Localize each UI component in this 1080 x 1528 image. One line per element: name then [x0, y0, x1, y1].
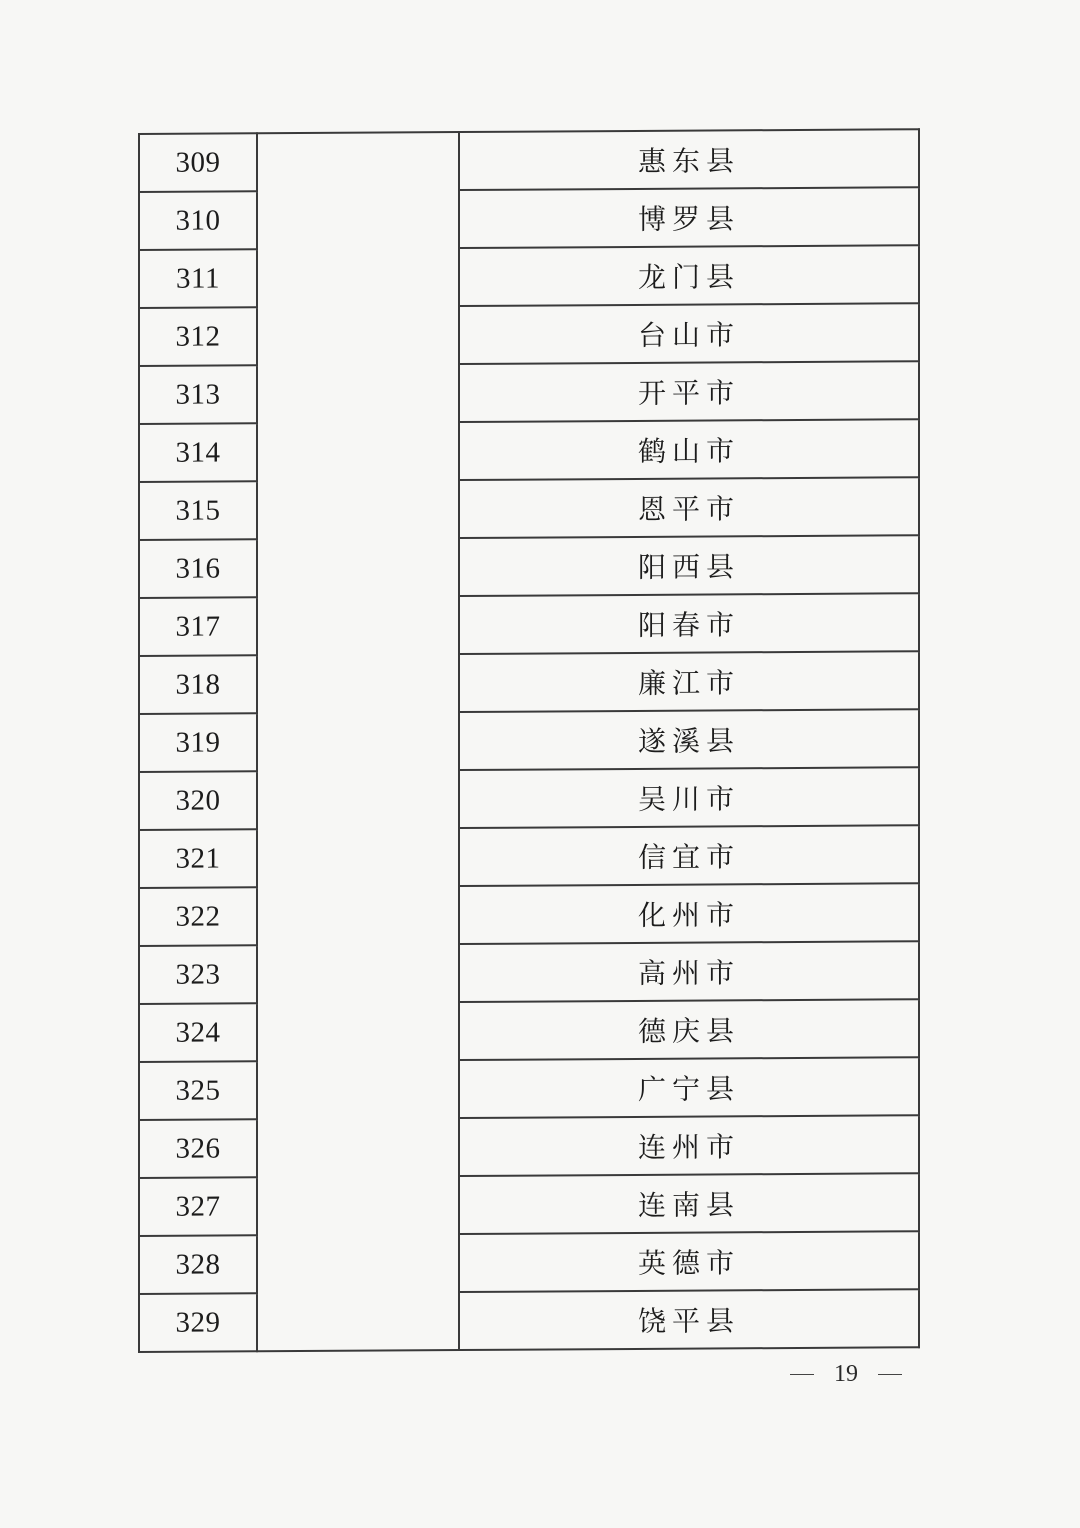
empty-middle-cell	[257, 1234, 459, 1293]
empty-middle-cell	[257, 1118, 459, 1177]
table-row	[139, 245, 919, 308]
table-row	[139, 941, 919, 1004]
county-name-cell: 高州市	[459, 941, 919, 1002]
row-number-cell: 328	[139, 1235, 257, 1294]
county-name-cell: 化州市	[459, 883, 919, 944]
county-name-cell: 博罗县	[459, 187, 919, 248]
table-row	[139, 535, 919, 598]
empty-middle-cell	[257, 538, 459, 597]
table-container	[138, 128, 920, 1339]
empty-middle-cell	[257, 770, 459, 829]
empty-middle-cell	[257, 132, 459, 191]
county-name-cell: 广宁县	[459, 1057, 919, 1118]
empty-middle-cell	[257, 944, 459, 1003]
empty-middle-cell	[257, 248, 459, 307]
county-name-cell: 惠东县	[459, 129, 919, 190]
empty-middle-cell	[257, 1002, 459, 1061]
row-number-cell: 320	[139, 771, 257, 830]
row-number-cell: 310	[139, 191, 257, 250]
empty-middle-cell	[257, 596, 459, 655]
table-body	[139, 129, 919, 1352]
table-row	[139, 709, 919, 772]
county-name-cell: 阳春市	[459, 593, 919, 654]
page-number: 19	[834, 1360, 858, 1387]
county-name-cell: 饶平县	[459, 1289, 919, 1350]
page-footer	[790, 1358, 902, 1390]
table-row	[139, 129, 919, 192]
table-row	[139, 303, 919, 366]
empty-middle-cell	[257, 480, 459, 539]
table-row	[139, 825, 919, 888]
row-number-cell: 323	[139, 945, 257, 1004]
row-number-cell: 312	[139, 307, 257, 366]
row-number-cell: 325	[139, 1061, 257, 1120]
empty-middle-cell	[257, 886, 459, 945]
dash-left	[790, 1374, 814, 1375]
row-number-cell: 319	[139, 713, 257, 772]
county-name-cell: 阳西县	[459, 535, 919, 596]
empty-middle-cell	[257, 654, 459, 713]
row-number-cell: 309	[139, 133, 257, 192]
table-row	[139, 477, 919, 540]
row-number-cell: 329	[139, 1293, 257, 1352]
row-number-cell: 311	[139, 249, 257, 308]
table-row	[139, 1289, 919, 1352]
empty-middle-cell	[257, 828, 459, 887]
row-number-cell: 324	[139, 1003, 257, 1062]
dash-right	[878, 1374, 902, 1375]
row-number-cell: 326	[139, 1119, 257, 1178]
empty-middle-cell	[257, 364, 459, 423]
table-row	[139, 651, 919, 714]
row-number-cell: 322	[139, 887, 257, 946]
table-row	[139, 361, 919, 424]
empty-middle-cell	[257, 190, 459, 249]
county-name-cell: 连南县	[459, 1173, 919, 1234]
empty-middle-cell	[257, 306, 459, 365]
empty-middle-cell	[257, 1060, 459, 1119]
row-number-cell: 314	[139, 423, 257, 482]
empty-middle-cell	[257, 1176, 459, 1235]
county-name-cell: 信宜市	[459, 825, 919, 886]
row-number-cell: 316	[139, 539, 257, 598]
county-name-cell: 遂溪县	[459, 709, 919, 770]
county-name-cell: 台山市	[459, 303, 919, 364]
table-row	[139, 767, 919, 830]
row-number-cell: 313	[139, 365, 257, 424]
row-number-cell: 327	[139, 1177, 257, 1236]
county-name-cell: 吴川市	[459, 767, 919, 828]
county-name-cell: 德庆县	[459, 999, 919, 1060]
row-number-cell: 318	[139, 655, 257, 714]
table-row	[139, 999, 919, 1062]
table-row	[139, 1231, 919, 1294]
county-name-cell: 开平市	[459, 361, 919, 422]
row-number-cell: 321	[139, 829, 257, 888]
row-number-cell: 317	[139, 597, 257, 656]
table-row	[139, 419, 919, 482]
empty-middle-cell	[257, 422, 459, 481]
county-table	[138, 128, 920, 1353]
county-name-cell: 恩平市	[459, 477, 919, 538]
table-row	[139, 1173, 919, 1236]
table-row	[139, 187, 919, 250]
table-row	[139, 883, 919, 946]
table-row	[139, 593, 919, 656]
empty-middle-cell	[257, 1292, 459, 1351]
table-row	[139, 1057, 919, 1120]
county-name-cell: 龙门县	[459, 245, 919, 306]
county-name-cell: 英德市	[459, 1231, 919, 1292]
county-name-cell: 廉江市	[459, 651, 919, 712]
table-row	[139, 1115, 919, 1178]
empty-middle-cell	[257, 712, 459, 771]
row-number-cell: 315	[139, 481, 257, 540]
county-name-cell: 鹤山市	[459, 419, 919, 480]
county-name-cell: 连州市	[459, 1115, 919, 1176]
